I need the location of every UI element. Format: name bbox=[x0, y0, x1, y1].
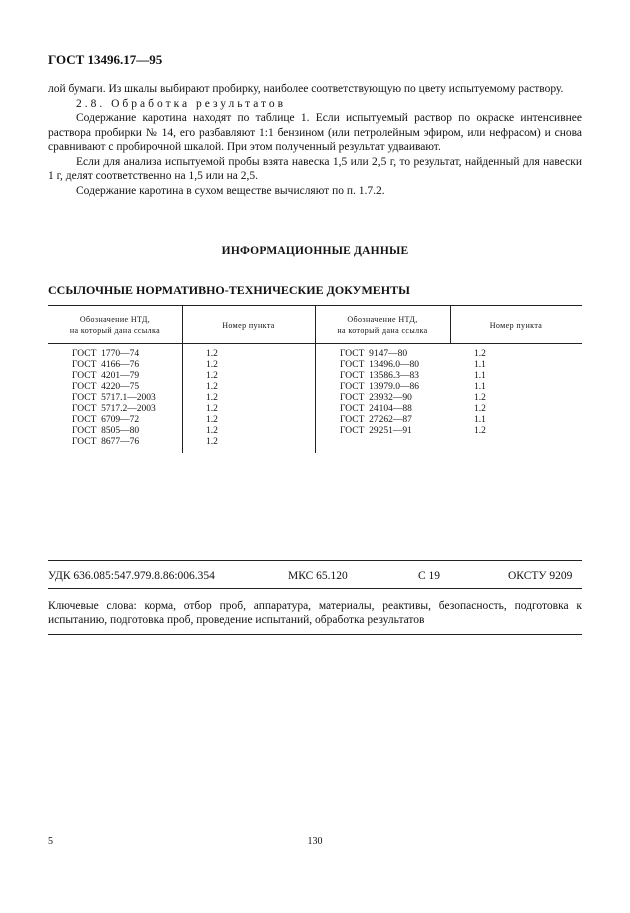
table-row: ГОСТ 13496.0—80 bbox=[340, 360, 419, 370]
table-row: ГОСТ 4166—76 bbox=[72, 360, 140, 370]
table-row: ГОСТ 29251—91 bbox=[340, 426, 412, 436]
table-row: ГОСТ 5717.1—2003 bbox=[72, 393, 156, 403]
section-heading-2-8: 2.8. Обработка результатов bbox=[76, 97, 287, 110]
page-number-center: 130 bbox=[307, 836, 323, 847]
table-row: ГОСТ 1770—74 bbox=[72, 349, 140, 359]
table-row: ГОСТ 6709—72 bbox=[72, 415, 140, 425]
table-row: ГОСТ 27262—87 bbox=[340, 415, 412, 425]
udk-code: УДК 636.085:547.979.8.86:006.354 bbox=[48, 570, 215, 582]
table-row: ГОСТ 4201—79 bbox=[72, 371, 140, 381]
table-row: ГОСТ 9147—80 bbox=[340, 349, 408, 359]
paragraph-sample-weight: Если для анализа испытуемой пробы взята навеска 1,5 или 2,5 г, то результат, найденный для навески 1 г, делят соответственно на 1,5 или на 2,5. bbox=[48, 155, 582, 182]
table-row: ГОСТ 4220—75 bbox=[72, 382, 140, 392]
mks-code: МКС 65.120 bbox=[288, 570, 348, 582]
header-designation-left: Обозначение НТД, на который дана ссылка bbox=[69, 315, 161, 335]
table-row: ГОСТ 13586.3—83 bbox=[340, 371, 419, 381]
table-row: ГОСТ 13979.0—86 bbox=[340, 382, 419, 392]
paragraph-results: Содержание каротина находят по таблице 1. Если испытуемый раствор по окраске интенсивнее раствора пробирки № 14, его разбавляют 1:1 бензином (или петролейным эфиром, или нефрасом) и снова сравнивают с пробирочной шкалой. При этом полученный результат удваивают. bbox=[48, 112, 582, 153]
header-point-right: Номер пункта bbox=[489, 321, 543, 330]
footer-middle-rule bbox=[48, 588, 582, 589]
keywords-text: Ключевые слова: корма, отбор проб, аппаратура, материалы, реактивы, безопасность, подготовка к испытанию, подготовка проб, проведение испытаний, обработка результатов bbox=[48, 600, 582, 626]
table-vline-1-body bbox=[182, 343, 183, 453]
okstu-code: ОКСТУ 9209 bbox=[508, 570, 573, 582]
paragraph-continuation: лой бумаги. Из шкалы выбирают пробирку, наиболее соответствующую по цвету испытуемому раствору. bbox=[48, 83, 564, 95]
footer-bottom-rule bbox=[48, 634, 582, 635]
table-row: ГОСТ 5717.2—2003 bbox=[72, 404, 156, 414]
reference-docs-title: ССЫЛОЧНЫЕ НОРМАТИВНО-ТЕХНИЧЕСКИЕ ДОКУМЕНТЫ bbox=[48, 283, 410, 297]
table-row: ГОСТ 8677—76 bbox=[72, 437, 140, 447]
page-number-left: 5 bbox=[48, 836, 53, 847]
header-point-left: Номер пункта bbox=[222, 321, 275, 330]
table-row: ГОСТ 23932—90 bbox=[340, 393, 412, 403]
paragraph-dry-matter: Содержание каротина в сухом веществе вычисляют по п. 1.7.2. bbox=[76, 184, 385, 197]
info-data-title: ИНФОРМАЦИОННЫЕ ДАННЫЕ bbox=[221, 245, 409, 257]
header-designation-right: Обозначение НТД, на который дана ссылка bbox=[337, 315, 428, 335]
right-doc-column bbox=[340, 349, 450, 437]
body-text-block bbox=[48, 82, 582, 198]
document-header-title: ГОСТ 13496.17—95 bbox=[48, 52, 163, 67]
right-point-column: 1.2 1.1 1.1 1.1 1.2 1.2 1.1 1.2 bbox=[474, 349, 486, 436]
left-doc-column bbox=[72, 349, 180, 448]
left-point-column: 1.2 1.2 1.2 1.2 1.2 1.2 1.2 1.2 1.2 bbox=[206, 349, 218, 447]
footer-top-rule bbox=[48, 560, 582, 561]
table-row: ГОСТ 24104—88 bbox=[340, 404, 412, 414]
table-row: ГОСТ 8505—80 bbox=[72, 426, 140, 436]
c-code: С 19 bbox=[418, 570, 441, 582]
